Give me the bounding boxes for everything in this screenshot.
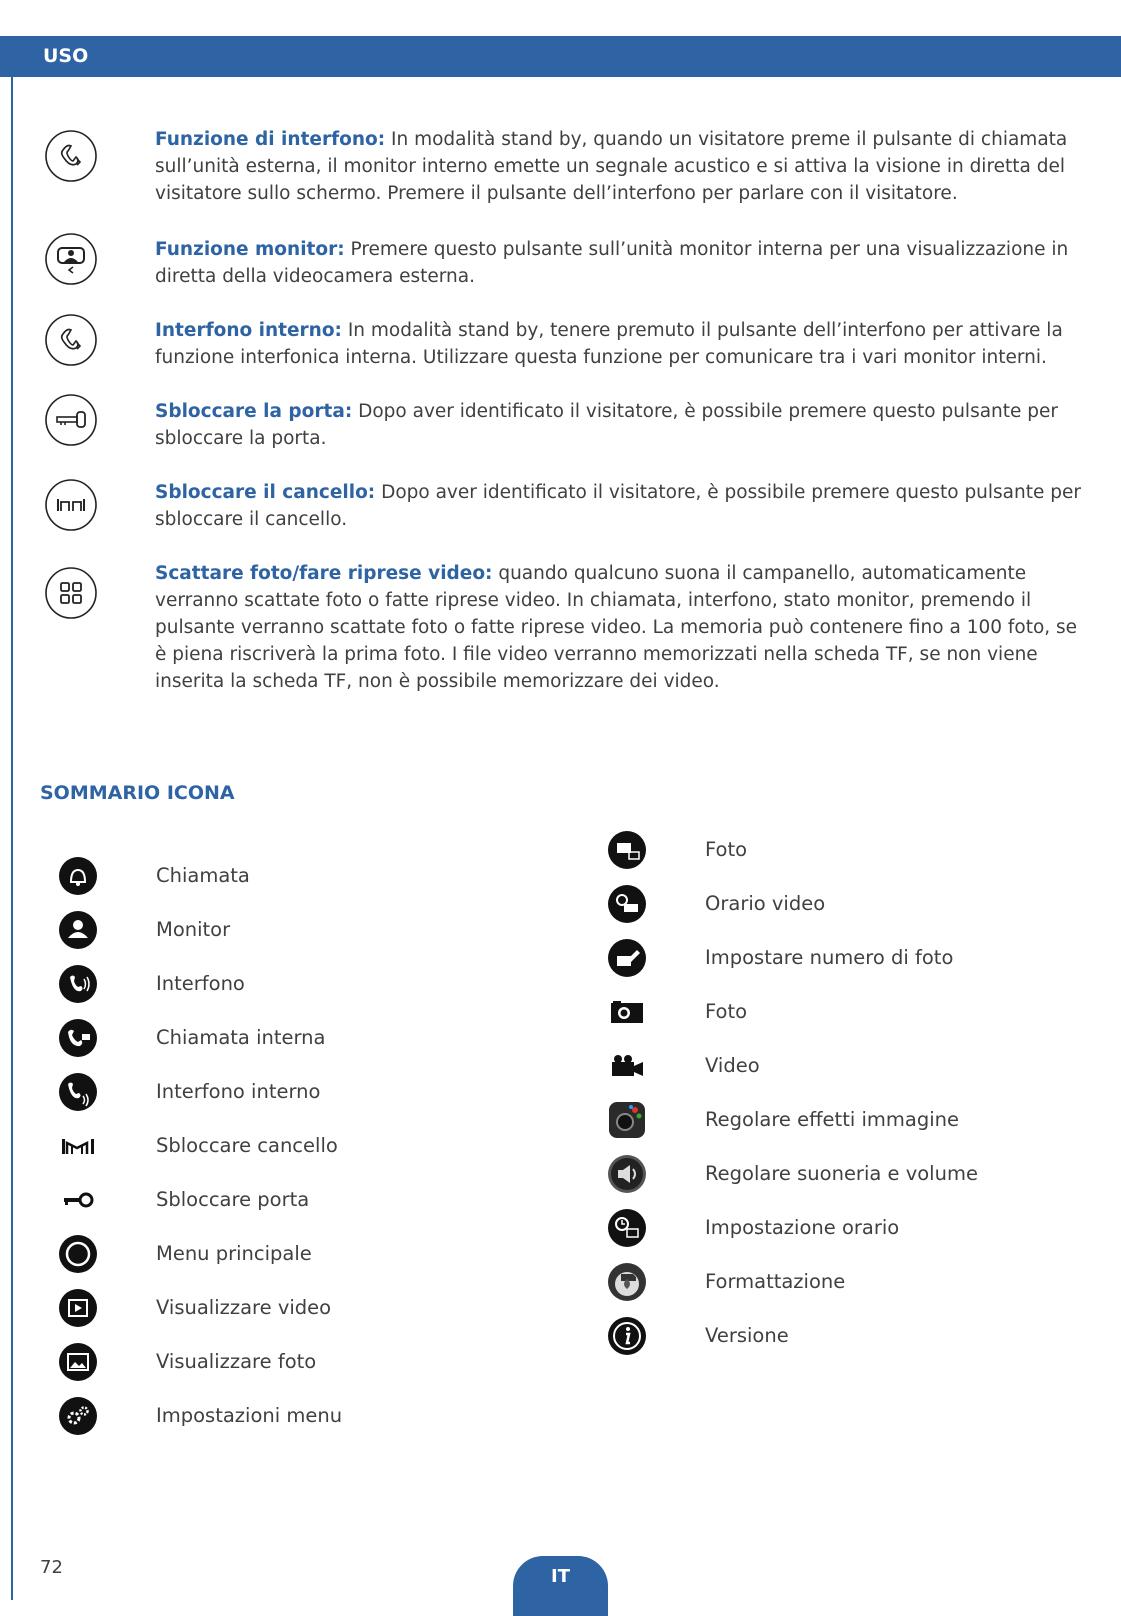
grid-icon <box>44 566 98 620</box>
summary-label: Impostazione orario <box>705 1216 900 1239</box>
video-time-icon <box>607 884 647 924</box>
summary-label: Chiamata interna <box>156 1026 326 1049</box>
intercom-icon <box>58 964 98 1004</box>
function-title: Sbloccare la porta: <box>155 401 353 422</box>
internal-intercom-icon <box>58 1072 98 1112</box>
summary-label: Chiamata <box>156 864 250 887</box>
function-title: Sbloccare il cancello: <box>155 482 376 503</box>
function-text: In modalità stand by, quando un visitatore preme il pulsante di chiamata sull’unità esterna, il monitor interno emette un segnale acustico e si attiva la visione in diretta del visitatore sullo schermo. Premere il pulsante dell’interfono per parlare con il visitatore. <box>155 129 1068 204</box>
summary-label: Sbloccare porta <box>156 1188 310 1211</box>
function-paragraph <box>155 479 1085 533</box>
summary-label: Monitor <box>156 918 231 941</box>
volume-icon <box>607 1154 647 1194</box>
function-text: Dopo aver identificato il visitatore, è possibile premere questo pulsante per sbloccare la porta. <box>155 401 1059 449</box>
summary-label: Foto <box>705 1000 748 1023</box>
summary-label: Impostare numero di foto <box>705 946 954 969</box>
camera-icon <box>607 992 647 1032</box>
summary-label: Impostazioni menu <box>156 1404 343 1427</box>
function-title: Funzione di interfono: <box>155 129 386 150</box>
internal-call-icon <box>58 1018 98 1058</box>
summary-label: Regolare suoneria e volume <box>705 1162 978 1185</box>
view-video-icon <box>58 1288 98 1328</box>
settings-menu-icon <box>58 1396 98 1436</box>
language-label: IT <box>551 1566 570 1587</box>
gate-icon <box>44 478 98 532</box>
section-title-uso: USO <box>43 45 89 67</box>
function-text: Premere questo pulsante sull’unità monitor interna per una visualizzazione in diretta della videocamera esterna. <box>155 239 1069 287</box>
view-photo-icon <box>58 1342 98 1382</box>
info-icon <box>607 1316 647 1356</box>
summary-label: Foto <box>705 838 748 861</box>
key-icon <box>44 393 98 447</box>
function-title: Scattare foto/fare riprese video: <box>155 563 493 584</box>
summary-label: Menu principale <box>156 1242 312 1265</box>
page-number: 72 <box>40 1557 63 1578</box>
summary-label: Visualizzare video <box>156 1296 332 1319</box>
phone-handset-icon <box>44 313 98 367</box>
function-paragraph <box>155 236 1085 290</box>
summary-label: Formattazione <box>705 1270 846 1293</box>
summary-label: Visualizzare foto <box>156 1350 317 1373</box>
summary-label: Orario video <box>705 892 826 915</box>
summary-label: Sbloccare cancello <box>156 1134 338 1157</box>
main-menu-icon <box>58 1234 98 1274</box>
image-effects-icon <box>607 1100 647 1140</box>
function-text: In modalità stand by, tenere premuto il pulsante dell’interfono per attivare la funzione interfonica interna. Utilizzare questa funzione per comunicare tra i vari monitor interni. <box>155 320 1063 368</box>
function-title: Interfono interno: <box>155 320 342 341</box>
section-header <box>0 36 1121 77</box>
summary-label: Interfono <box>156 972 245 995</box>
function-text: Dopo aver identificato il visitatore, è possibile premere questo pulsante per sbloccare il cancello. <box>155 482 1081 530</box>
function-title: Funzione monitor: <box>155 239 345 260</box>
summary-label: Video <box>705 1054 760 1077</box>
key-unlock-icon <box>58 1180 98 1220</box>
monitor-person-icon <box>44 232 98 286</box>
left-margin-rule <box>11 77 13 1600</box>
function-paragraph <box>155 317 1085 371</box>
function-paragraph <box>155 398 1085 452</box>
video-camera-icon <box>607 1046 647 1086</box>
summary-label: Interfono interno <box>156 1080 321 1103</box>
language-tab <box>513 1556 608 1616</box>
function-text: quando qualcuno suona il campanello, automaticamente verranno scattate foto o fatte riprese video. In chiamata, interfono, stato monitor, premendo il pulsante verranno scattate foto o fatte riprese video. La memoria può contenere fino a 100 foto, se è piena riscriverà la prima foto. I file video verranno memorizzati nella scheda TF, se non viene inserita la scheda TF, non è possibile memorizzare dei video. <box>155 563 1078 692</box>
gate-unlock-icon <box>58 1126 98 1166</box>
summary-title: SOMMARIO ICONA <box>40 782 235 804</box>
summary-label: Regolare effetti immagine <box>705 1108 959 1131</box>
function-paragraph <box>155 126 1085 207</box>
photo-mode-icon <box>607 830 647 870</box>
bell-icon <box>58 856 98 896</box>
function-paragraph <box>155 560 1085 695</box>
clock-icon <box>607 1208 647 1248</box>
person-icon <box>58 910 98 950</box>
format-icon <box>607 1262 647 1302</box>
phone-handset-icon <box>44 129 98 183</box>
summary-label: Versione <box>705 1324 789 1347</box>
photo-count-icon <box>607 938 647 978</box>
